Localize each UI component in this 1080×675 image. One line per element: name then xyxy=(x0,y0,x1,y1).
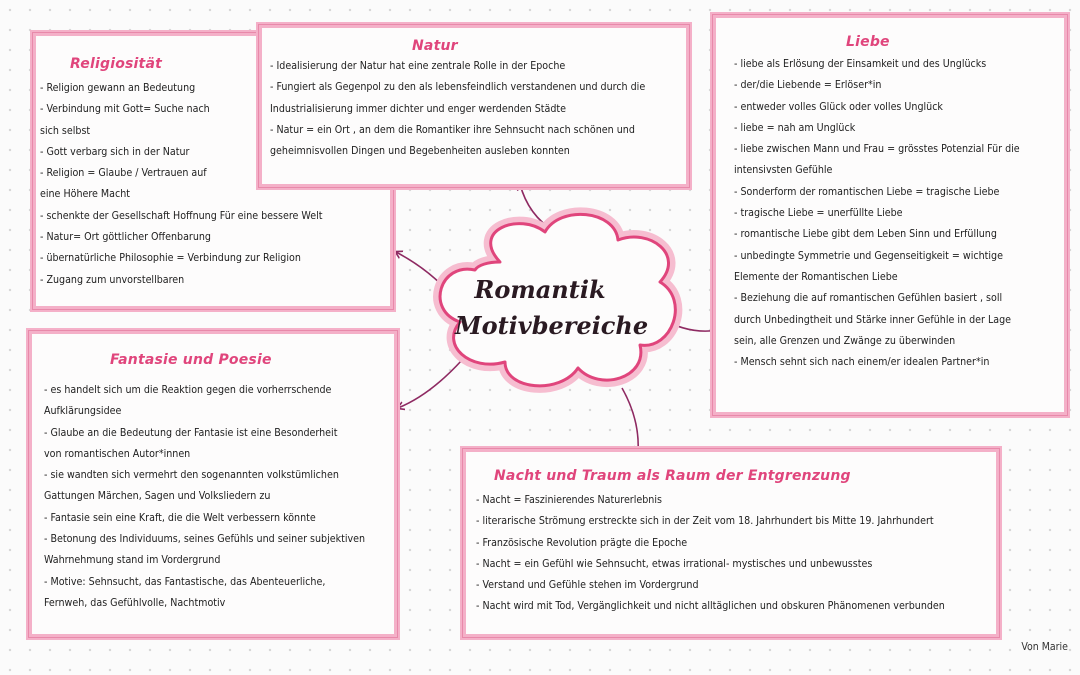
list-item: Gattungen Märchen, Sagen und Volksliedern zu xyxy=(44,490,271,503)
list-item: - Glaube an die Bedeutung der Fantasie ist eine Besonderheit xyxy=(44,426,338,439)
list-item: - tragische Liebe = unerfüllte Liebe xyxy=(734,207,903,220)
list-item: - Motive: Sehnsucht, das Fantastische, das Abenteuerliche, xyxy=(44,575,326,588)
list-item: - romantische Liebe gibt dem Leben Sinn und Erfüllung xyxy=(734,228,997,241)
list-item: - Nacht = ein Gefühl wie Sehnsucht, etwas irrational- mystisches und unbewusstes xyxy=(476,557,873,570)
list-item: - unbedingte Symmetrie und Gegenseitigkeit = wichtige xyxy=(734,249,1003,262)
liebe-title: Liebe xyxy=(846,34,890,50)
list-item: Industrialisierung immer dichter und enger werdenden Städte xyxy=(270,102,566,115)
list-item: - Französische Revolution prägte die Epoche xyxy=(476,536,688,549)
list-item: - Religion gewann an Bedeutung xyxy=(40,82,196,94)
nacht-list xyxy=(476,490,945,618)
list-item: - Fantasie sein eine Kraft, die die Welt verbessern könnte xyxy=(44,511,316,524)
list-item: von romantischen Autor*innen xyxy=(44,447,191,460)
list-item: - es handelt sich um die Reaktion gegen die vorherrschende xyxy=(44,384,332,396)
fantasie-list xyxy=(44,380,365,614)
list-item: - der/die Liebende = Erlöser*in xyxy=(734,79,882,92)
list-item: sein, alle Grenzen und Zwänge zu überwinden xyxy=(734,334,956,347)
list-item: - Nacht = Faszinierendes Naturerlebnis xyxy=(476,494,662,506)
list-item: - Gott verbarg sich in der Natur xyxy=(40,145,190,158)
list-item: - Mensch sehnt sich nach einem/er idealen Partner*in xyxy=(734,356,990,369)
nacht-content xyxy=(476,468,945,618)
list-item: - literarische Strömung erstreckte sich in der Zeit vom 18. Jahrhundert bis Mitte 19. Jahrhundert xyxy=(476,515,934,528)
list-item: Elemente der Romantischen Liebe xyxy=(734,270,898,283)
center-title-line2: Motivbereiche xyxy=(455,311,649,340)
liebe-content xyxy=(734,34,1020,373)
list-item: - Verstand und Gefühle stehen im Vordergrund xyxy=(476,579,699,592)
fantasie-title: Fantasie und Poesie xyxy=(110,352,272,368)
list-item: - liebe als Erlösung der Einsamkeit und des Unglücks xyxy=(734,58,987,70)
list-item: - entweder volles Glück oder volles Unglück xyxy=(734,100,943,113)
list-item: durch Unbedingtheit und Stärke inner Gefühle in der Lage xyxy=(734,313,1012,326)
list-item: - schenkte der Gesellschaft Hoffnung Für eine bessere Welt xyxy=(40,209,323,222)
list-item: Fernweh, das Gefühlvolle, Nachtmotiv xyxy=(44,596,226,609)
list-item: - sie wandten sich vermehrt den sogenannten volkstümlichen xyxy=(44,469,339,482)
list-item: sich selbst xyxy=(40,124,91,137)
list-item: intensivsten Gefühle xyxy=(734,164,833,177)
list-item: - übernatürliche Philosophie = Verbindung zur Religion xyxy=(40,252,301,265)
list-item: - Fungiert als Gegenpol zu den als lebensfeindlich verstandenen und durch die xyxy=(270,81,646,94)
arrow-to-nacht xyxy=(622,388,638,452)
list-item: eine Höhere Macht xyxy=(40,188,131,201)
list-item: - Beziehung die auf romantischen Gefühlen basiert , soll xyxy=(734,292,1003,305)
religion-title: Religiosität xyxy=(70,56,162,72)
liebe-list xyxy=(734,54,1020,373)
list-item: - Religion = Glaube / Vertrauen auf xyxy=(40,167,207,180)
list-item: - Natur = ein Ort , an dem die Romantiker ihre Sehnsucht nach schönen und xyxy=(270,123,635,136)
natur-content xyxy=(270,38,645,162)
author-credit: Von Marie xyxy=(1021,641,1068,653)
list-item: - Sonderform der romantischen Liebe = tragische Liebe xyxy=(734,185,1000,198)
center-title xyxy=(455,272,649,344)
list-item: - Nacht wird mit Tod, Vergänglichkeit und nicht alltäglichen und obskuren Phänomenen verbunden xyxy=(476,600,945,613)
nacht-title: Nacht und Traum als Raum der Entgrenzung xyxy=(494,468,851,484)
natur-list xyxy=(270,56,645,162)
list-item: - liebe = nah am Unglück xyxy=(734,121,856,134)
list-item: - Zugang zum unvorstellbaren xyxy=(40,273,185,286)
list-item: Aufklärungsidee xyxy=(44,405,122,418)
arrow-to-fantasie xyxy=(398,360,462,408)
list-item: - Natur= Ort göttlicher Offenbarung xyxy=(40,231,211,244)
list-item: - Betonung des Individuums, seines Gefühls und seiner subjektiven xyxy=(44,533,366,546)
natur-title: Natur xyxy=(412,38,458,54)
list-item: - Verbindung mit Gott= Suche nach xyxy=(40,103,210,116)
list-item: - Idealisierung der Natur hat eine zentrale Rolle in der Epoche xyxy=(270,60,566,72)
list-item: Wahrnehmung stand im Vordergrund xyxy=(44,554,221,567)
list-item: geheimnisvollen Dingen und Begebenheiten ausleben konnten xyxy=(270,145,570,158)
fantasie-content xyxy=(44,352,365,614)
list-item: - liebe zwischen Mann und Frau = grösstes Potenzial Für die xyxy=(734,143,1020,156)
center-title-line1: Romantik xyxy=(474,275,606,304)
